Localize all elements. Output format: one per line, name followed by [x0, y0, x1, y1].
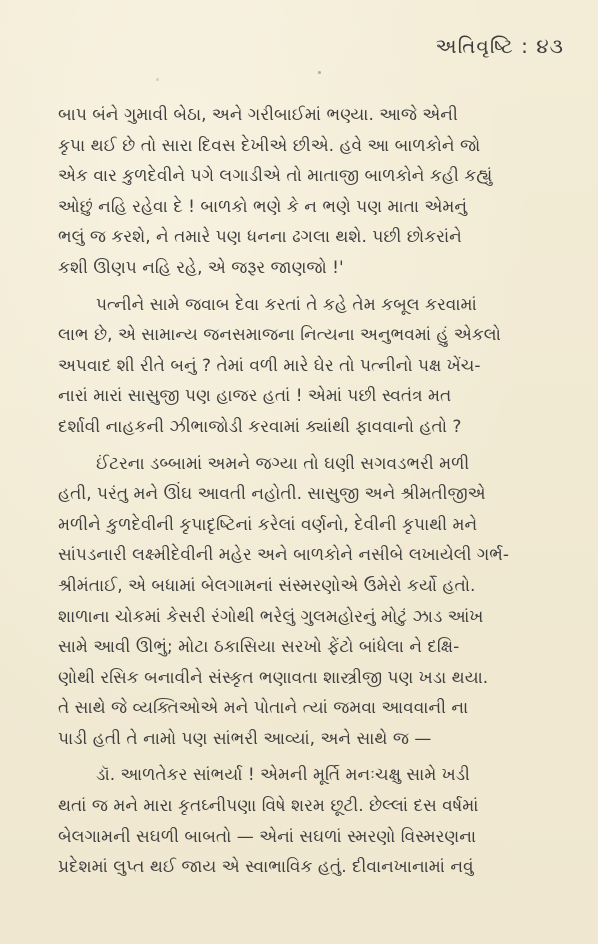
text-line: શાળાના ચોકમાં કેસરી રંગોથી ભરેલું ગુલમહોરનું મોટું ઝાડ આંખ: [58, 606, 484, 627]
paragraph-2: [58, 290, 568, 443]
paragraph-3: [58, 449, 568, 755]
text-line: એક વાર કુળદેવીને પગે લગાડીએ તો માતાજી બાળકોને કહી કહ્યું: [58, 166, 493, 187]
text-line: બાપ બંને ગુમાવી બેઠા, અને ગરીબાઈમાં ભણ્યા. આજે એની: [58, 105, 458, 125]
text-line: તે સાથે જે વ્યક્તિઓએ મને પોતાને ત્યાં જમવા આવવાની ના: [58, 698, 469, 719]
text-line: હતી, પરંતુ મને ઊંઘ આવતી નહોતી. સાસુજી અને શ્રીમતીજીએ: [58, 484, 486, 505]
text-line: પત્નીને સામે જવાબ દેવા કરતાં તે કહે તેમ કબૂલ કરવામાં: [96, 294, 477, 315]
text-line: કશી ઊણપ નહિ રહે, એ જરૂર જાણજો !': [58, 257, 344, 278]
running-header: અતિવૃષ્ટિ : ૪૩: [435, 34, 564, 58]
ink-speck: [318, 71, 321, 74]
text-line: લાભ છે, એ સામાન્ય જનસમાજના નિત્યના અનુભવમાં હું એકલો: [58, 325, 501, 346]
paragraph-4: [58, 760, 568, 882]
ink-speck: [156, 78, 159, 81]
paragraph-1: [58, 100, 568, 284]
text-line: સાંપડનારી લક્ષ્મીદેવીની મહેર અને બાળકોને નસીબે લખાયેલી ગર્ભ-: [58, 545, 510, 566]
text-line: પ્રદેશમાં લુપ્ત થઈ જાય એ સ્વાભાવિક હતું. દીવાનખાનામાં નવું: [58, 857, 474, 878]
text-line: ડૉ. આળતેકર સાંભર્યા ! એમની મૂર્તિ મનઃચક્ષુ સામે ખડી: [96, 765, 470, 786]
text-line: થતાં જ મને મારા કૃતઘ્નીપણા વિષે શરમ છૂટી. છેલ્લાં દસ વર્ષમાં: [58, 796, 479, 817]
text-line: બેલગામની સઘળી બાબતો — એનાં સઘળાં સ્મરણો વિસ્મરણના: [58, 826, 477, 847]
text-line: અપવાદ શી રીતે બનું ? તેમાં વળી મારે ઘેર તો પત્નીનો પક્ષ ખેંચ-: [58, 355, 481, 376]
text-line: કૃપા થઈ છે તો સારા દિવસ દેખીએ છીએ. હવે આ બાળકોને જો: [58, 135, 481, 156]
text-line: પાડી હતી તે નામો પણ સાંભરી આવ્યાં, અને સાથે જ —: [58, 728, 432, 749]
text-line: નારાં મારાં સાસુજી પણ હાજર હતાં ! એમાં પછી સ્વતંત્ર મત: [58, 386, 452, 407]
text-line: ભલું જ કરશે, ને તમારે પણ ધનના ઢગલા થશે. પછી છોકરાંને: [58, 227, 462, 248]
text-line: દર્શાવી નાહકની ઝીભાજોડી કરવામાં ક્યાંથી ફાવવાનો હતો ?: [58, 416, 462, 437]
text-line: શ્રીમંતાઈ, એ બધામાં બેલગામનાં સંસ્મરણોએ ઉમેરો કર્યો હતો.: [58, 575, 476, 596]
text-line: મળીને કુળદેવીની કૃપાદૃષ્ટિનાં કરેલાં વર્ણનો, દેવીની કૃપાથી મને: [58, 514, 478, 535]
body-text: [58, 100, 568, 883]
text-line: સામે આવી ઊભું; મોટા ઠકાસિયા સરખો ફેંટો બાંધેલા ને દક્ષિ-: [58, 637, 460, 658]
text-line: ઓછું નહિ રહેવા દે ! બાળકો ભણે કે ન ભણે પણ માતા એમનું: [58, 196, 468, 217]
text-line: ણોથી રસિક બનાવીને સંસ્કૃત ભણાવતા શાસ્ત્રીજી પણ ખડા થયા.: [58, 667, 489, 688]
text-line: ઈંટરના ડબ્બામાં અમને જગ્યા તો ઘણી સગવડભરી મળી: [96, 453, 470, 474]
